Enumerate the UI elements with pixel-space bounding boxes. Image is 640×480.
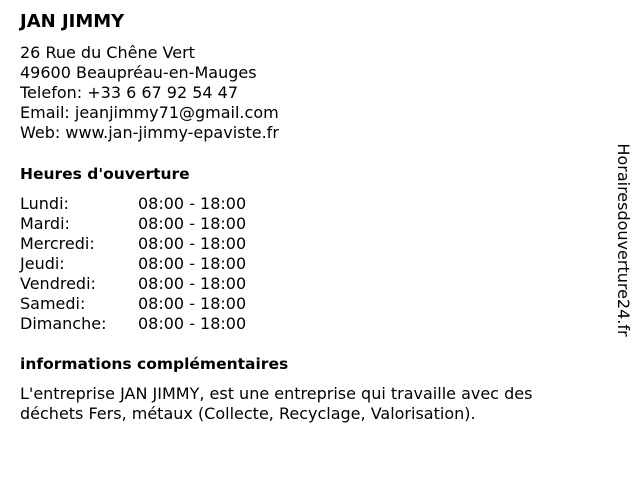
hours-day: Mercredi:: [20, 234, 95, 253]
hours-time: 08:00 - 18:00: [138, 274, 247, 293]
hours-day: Dimanche:: [20, 314, 107, 333]
phone-number: Telefon: +33 6 67 92 54 47: [20, 83, 239, 102]
hours-time: 08:00 - 18:00: [138, 254, 247, 273]
hours-day: Mardi:: [20, 214, 70, 233]
hours-time: 08:00 - 18:00: [138, 234, 247, 253]
email-address: Email: jeanjimmy71@gmail.com: [20, 103, 279, 122]
contact-details: [20, 43, 279, 143]
street-address: 26 Rue du Chêne Vert: [20, 43, 195, 62]
site-watermark-link[interactable]: Horairesdouverture24.fr: [614, 143, 633, 337]
company-description: L'entreprise JAN JIMMY, est une entreprise qui travaille avec des déchets Fers, métaux (Collecte, Recyclage, Valorisation).: [20, 384, 533, 423]
hours-time: 08:00 - 18:00: [138, 194, 247, 213]
hours-time: 08:00 - 18:00: [138, 214, 247, 233]
opening-hours-heading: Heures d'ouverture: [20, 165, 190, 183]
hours-day: Lundi:: [20, 194, 69, 213]
hours-day: Samedi:: [20, 294, 86, 313]
hours-time: 08:00 - 18:00: [138, 294, 247, 313]
company-name: JAN JIMMY: [20, 11, 125, 32]
hours-time: 08:00 - 18:00: [138, 314, 247, 333]
postal-city: 49600 Beaupréau-en-Mauges: [20, 63, 257, 82]
additional-info-heading: informations complémentaires: [20, 355, 289, 373]
hours-day: Jeudi:: [20, 254, 65, 273]
hours-day: Vendredi:: [20, 274, 96, 293]
website-address: Web: www.jan-jimmy-epaviste.fr: [20, 123, 279, 142]
